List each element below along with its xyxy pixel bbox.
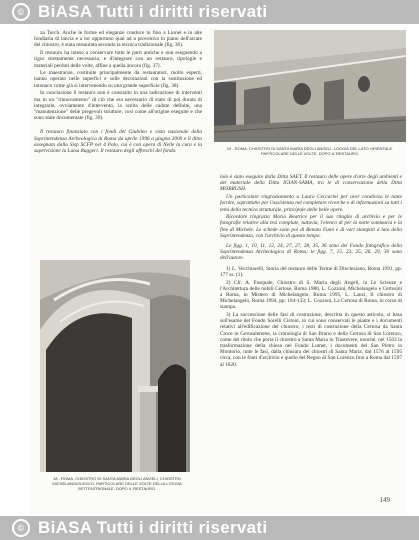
footnote: 1) L. Vecchiarelli, Storia del restauro delle Terme di Diocleziano, Roma 1991, pp. 177 ss. (1). — [220, 265, 402, 278]
watermark-text-bottom: BiASA Tutti i diritti riservati — [38, 518, 268, 537]
watermark-band-top — [0, 0, 419, 24]
loggia-photo-caption: 19 - ROMA, CHIOSTRO DI SANTA MARIA DEGLI ANGELI, LOGGIA DEL LATO ORIENTALE. PARTICOLARE DELLE VOLTE, DOPO IL RESTAURO. — [226, 146, 394, 156]
right-paragraph: Un particolare ringraziamento a Laura Ceccarini per aver condiviso le tante fornite, soprattutto per l'assistenza nel completare ricerche e di informazioni su tutti i temi della tecnica strutturale, principale delle belle opere. — [220, 194, 402, 213]
copyright-icon: © — [12, 3, 30, 21]
figure-credits: Le figg. 1, 10, 11, 12, 24, 27, 27, 28, 35, 36 sono del Fondo fotografico della Soprintendenza Archeologica di Roma; le figg. 7, 15, 23, 25, 26, 29, 30 sono dell'autore. — [220, 243, 402, 262]
left-paragraph: za Turch. Anche le forme ed eleganze conduce in fino a Lionel e in alte fondiaria di lancia e a lor opportuno qual ad a proveniva in piano dell'arcate del chiostro, è stata restaurata secondo la tecnica tradizionale (fig. 36). — [34, 30, 202, 49]
right-paragraph: Ricordare ringrazia Maria Beatrice per il suo ritaglio di archivio e per le fotografie relative alla tesi compiute, tuttavia, l'elenco di per la notte sommaria e la fine di Michele. Le schede sono poi di Renato Fumi e di vari stampati a lato della Soprintendenza, con l'archivio di questo tempo. — [220, 214, 402, 239]
footnote: 3) La successione delle fasi di costruzione, descritta in questo articolo, si basa sull'esame del Fondo Sorelli Cistoni, in cui sono conservati le piante e i documenti relativi all'edificazione del chiostro; i testi di costruzione della Certosa da Santa Croce in Gerusalemme, la cronologia di San Bruno e della Certosa di San Lorenzo, come del titolo che porta il chiostro a Santa Maria in Trastevere, nonché, nel 1563 la trasformazione della chiesa nel Fondo Lumet, i documenti del San Pietro in Montorio, tutte le fasi, dalla chiusura dei chiostri di Santa Maria, dal 1576 al 1595 circa, con le fonti d'archivio e quelle del Regno di San Lorenzo fino a Roma dal 1597 al 1620. — [220, 312, 402, 368]
page-number: 149 — [379, 496, 390, 504]
left-text-column — [34, 30, 202, 156]
right-text-column — [220, 174, 402, 369]
cloister-photo — [40, 260, 190, 472]
left-italic-note: Il restauro finanziato con i fondi del Giubileo e vista nazionale della Soprintendenza Archeologica di Roma da aprile 1996 a giugno 2000 e il ditta assegnata dalla Sisp SCFP nel 4 Palo, cui è con opera di Nelle la cura e la supervisione la Luisa Ruggeri. Il restauro degli affreschi del fondo. — [34, 129, 202, 154]
watermark-band-bottom — [0, 516, 419, 540]
left-paragraph: Le maestranze, costituite principalmente da restauratori, molto esperti, hanno operato nelle superfici e sulle decorazioni con la sostituzione ed intonaco come già si intervenendo su una grande superficie (fig. 38). — [34, 70, 202, 89]
copyright-icon: © — [12, 519, 30, 537]
left-paragraph: In conclusione il restauro non è consistito in una radicazione di interventi ma in un "rinnovamento" di ciò che era necessario di stato di poi durata di integrarle, ovviamente d'intervento, la scelta delle cadute definite, una "manutenzione" delle pregevoli strutture, così come all'origine eseguite e che sono state documentate (fig. 39). — [34, 90, 202, 122]
loggia-photo — [214, 30, 406, 142]
cloister-photo-caption: 18 - ROMA, CHIOSTRO DI SANTA MARIA DEGLI ANGELI, CHIOSTRO MICHELANGIOLESCO. PARTICOLARE DELLE VOLTE DELLA LOGGIA SETTENTRIONALE, DOPO IL RESTAURO. — [52, 476, 182, 491]
watermark-text-top: BiASA Tutti i diritti riservati — [38, 2, 268, 21]
footnote: 2) Cfr. A. Pasquale, Chiostro di S. Maria degli Angeli, in Le Scienze e l'Architettura delle nobili Certose, Roma 1980, L. Cozzoni, Michelangelo e Certosini a Roma, in Mistero di Michelangelo, Roma 1995, L. Lanzi, Il chiostro di Michelangelo, Roma 1994, pp. 104-133; L. Cozzoni, La Certosa di Roma, in corso di stampa. — [220, 279, 402, 311]
document-page — [30, 28, 406, 514]
right-italic-note: lolo è stato eseguito dalla Ditta SAET. Il restauro delle opere d'arte degli ambienti e del materiale della Ditta IGIAN-SAMA, tra le di conservazione della Ditta MOBRUSH. — [220, 174, 402, 193]
left-paragraph: Il restauro ha inteso a conservare tutte le parti antiche e non eseguendo a rigor strettamente necessaria, e d'integrare con un restauro, tipologie e materiali perduti delle volte, affine a quella ancora (fig. 37). — [34, 50, 202, 69]
